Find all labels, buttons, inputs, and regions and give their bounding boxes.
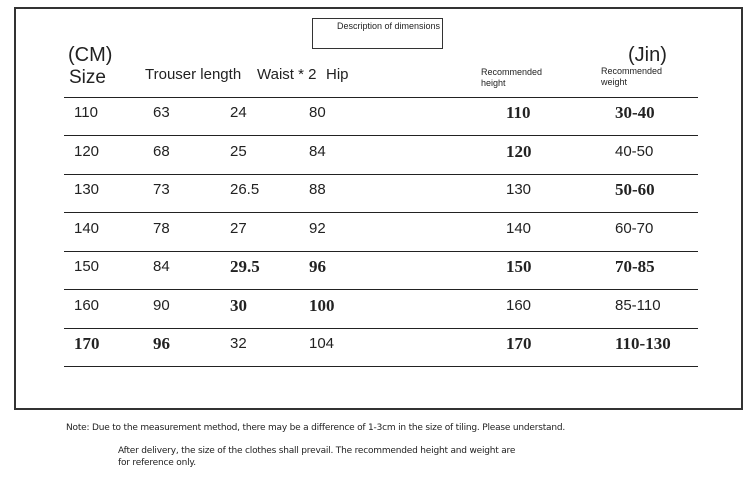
cell-waist: 26.5 (230, 181, 260, 198)
cell-hip: 80 (309, 104, 326, 121)
cell-trouser-length: 63 (153, 104, 170, 121)
header-size: Size (69, 67, 106, 88)
cell-waist: 24 (230, 104, 247, 121)
header-trouser-length: Trouser length (145, 66, 242, 83)
cell-hip: 88 (309, 181, 326, 198)
cell-size: 130 (74, 181, 100, 198)
unit-jin-label: (Jin) (628, 44, 667, 66)
cell-recommended-weight: 85-110 (615, 296, 661, 314)
cell-waist: 32 (230, 335, 247, 352)
cell-recommended-height: 160 (506, 296, 532, 314)
cell-trouser-length: 78 (153, 219, 170, 237)
cell-trouser-length: 68 (153, 142, 170, 160)
note-reference: for reference only. (118, 458, 196, 468)
note-delivery: After delivery, the size of the clothes shall prevail. The recommended height and weight are (118, 446, 516, 456)
header-hip: Hip (326, 66, 349, 83)
cell-recommended-weight: 30-40 (615, 103, 655, 122)
cell-waist: 25 (230, 142, 247, 160)
description-box: Description of dimensions (312, 18, 443, 49)
cell-size: 120 (74, 142, 100, 160)
header-divider (64, 97, 698, 98)
cell-recommended-weight: 40-50 (615, 142, 654, 160)
row-divider (64, 328, 698, 329)
cell-recommended-height: 170 (506, 334, 532, 353)
cell-recommended-weight: 110-130 (615, 334, 671, 353)
cell-size: 160 (74, 296, 100, 314)
row-divider (64, 366, 698, 367)
cell-trouser-length: 84 (153, 258, 170, 275)
cell-hip: 84 (309, 142, 326, 160)
row-divider (64, 212, 698, 213)
cell-recommended-weight: 60-70 (615, 219, 654, 237)
cell-hip: 100 (309, 295, 335, 315)
row-divider (64, 135, 698, 136)
note-measurement: Note: Due to the measurement method, there may be a difference of 1-3cm in the size of tiling. Please understand. (66, 423, 566, 433)
cell-size: 170 (74, 334, 100, 353)
cell-size: 110 (74, 104, 98, 121)
header-recommended-weight: Recommended weight (601, 66, 663, 87)
cell-trouser-length: 73 (153, 181, 170, 198)
cell-waist: 27 (230, 219, 247, 237)
cell-recommended-height: 110 (506, 103, 531, 122)
cell-hip: 96 (309, 257, 326, 276)
cell-hip: 92 (309, 219, 326, 237)
cell-waist: 30 (230, 295, 247, 315)
row-divider (64, 174, 698, 175)
header-waist: Waist * 2 (257, 66, 317, 83)
header-recommended-height: Recommended height (481, 67, 543, 88)
cell-recommended-height: 130 (506, 181, 532, 198)
cell-recommended-height: 120 (506, 141, 532, 161)
unit-cm-label: (CM) (68, 44, 113, 66)
cell-recommended-weight: 50-60 (615, 180, 655, 199)
cell-waist: 29.5 (230, 257, 260, 276)
row-divider (64, 289, 698, 290)
cell-trouser-length: 96 (153, 334, 170, 353)
cell-trouser-length: 90 (153, 296, 170, 314)
cell-size: 150 (74, 258, 100, 275)
row-divider (64, 251, 698, 252)
cell-recommended-height: 140 (506, 219, 532, 237)
cell-hip: 104 (309, 335, 335, 352)
cell-recommended-weight: 70-85 (615, 257, 655, 276)
cell-recommended-height: 150 (506, 257, 532, 276)
cell-size: 140 (74, 219, 100, 237)
